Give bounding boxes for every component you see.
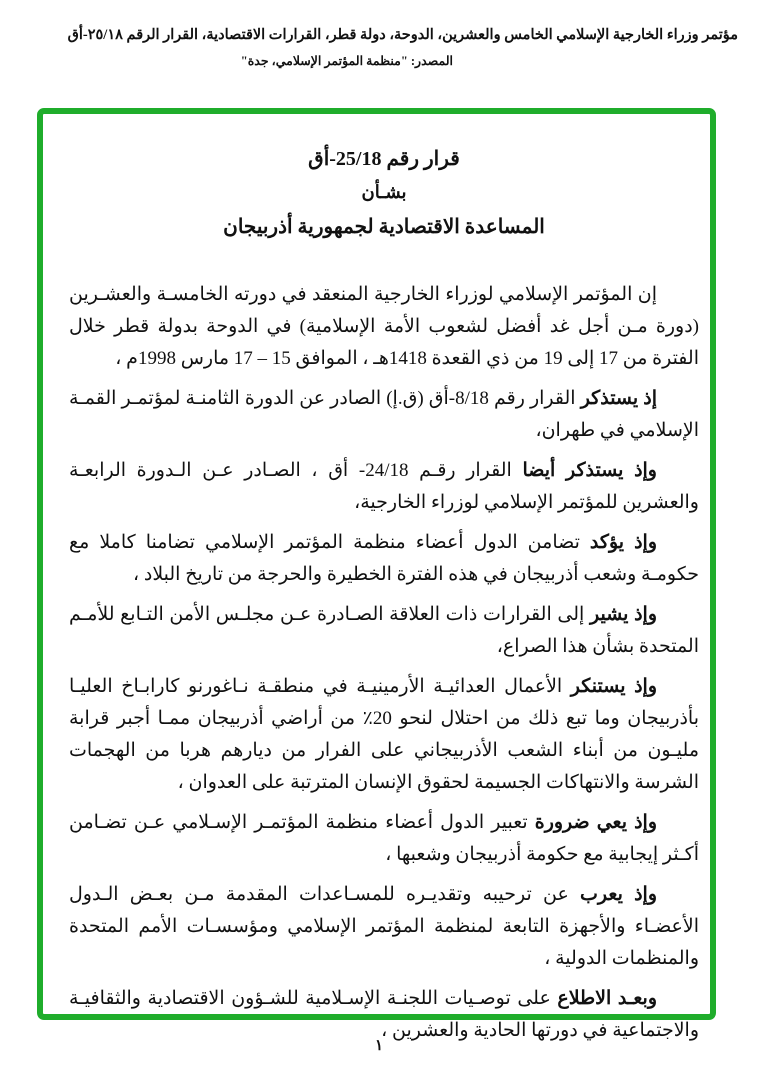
paragraph-lead: وإذ يشير [589, 604, 658, 625]
paragraph-text: إن المؤتمر الإسلامي لوزراء الخارجية المنعقد في دورته الخامسـة والعشـرين (دورة مـن أجل غد أفضل لشعوب الأمة الإسلامية) في الدوحة بدولة قطر خلال الفترة من 17 إلى 19 من ذي القعدة 1418هـ ، الموافق 15 – 17 مارس 1998م ، [69, 284, 699, 369]
header-source-line: المصدر: "منظمة المؤتمر الإسلامي، جدة" [240, 54, 453, 68]
paragraph-preamble [69, 279, 699, 375]
paragraph-expressing [69, 879, 699, 975]
paragraph-recalling-also [69, 455, 699, 519]
paragraph-lead: وبعـد الاطلاع [557, 988, 657, 1009]
paragraph-affirming [69, 527, 699, 591]
paragraph-text: عن ترحيبه وتقديـره للمسـاعدات المقدمة مـن بعـض الـدول الأعضـاء والأجهزة التابعة لمنظمة المؤتمر الإسلامي ومؤسسـات الأمم المتحدة والمنظمات الدولية ، [69, 884, 699, 969]
paragraph-text: القرار رقم 8/18-أق (ق.إ) الصادر عن الدورة الثامنـة لمؤتمـر القمـة الإسلامي في طهران، [69, 388, 699, 441]
paragraph-lead: وإذ يستذكر أيضا [522, 460, 657, 481]
paragraph-text: تعبير الدول أعضاء منظمة المؤتمـر الإسـلامي عـن تضـامن أكـثر إيجابية مع حكومة أذربيجان وشعبها ، [69, 812, 699, 865]
green-border-frame [37, 108, 716, 1041]
paragraph-referring [69, 599, 699, 663]
paragraph-condemning [69, 671, 699, 799]
document-header [20, 27, 738, 69]
resolution-subject-title: المساعدة الاقتصادية لجمهورية أذربيجان [223, 216, 545, 238]
paragraph-text: الأعمال العدائيـة الأرمينيـة في منطقـة نـاغورنو كارابـاخ العليـا بأذربيجان وما تبع ذلك من احتلال لنحو 20٪ من أراضي أذربيجان ممـا أجبر قرابة مليـون من أبناء الشعب الأذربيجاني على الفرار من ديارهم هربا من الهجمات الشرسة والانتهاكات الجسيمة لحقوق الإنسان المترتبة على العدوان ، [69, 676, 700, 793]
paragraph-aware [69, 807, 699, 871]
frame-content [43, 114, 710, 1047]
paragraph-text: القرار رقـم 24/18- أق ، الصـادر عـن الـدورة الرابعـة والعشرين للمؤتمر الإسلامي لوزراء الخارجية، [69, 460, 699, 513]
resolution-number-title: قرار رقم 25/18-أق [308, 148, 460, 170]
resolution-body [69, 279, 699, 1047]
paragraph-lead: وإذ يعي ضرورة [534, 812, 657, 833]
resolution-title-block [69, 146, 699, 239]
paragraph-text: على توصـيات اللجنـة الإسـلامية للشـؤون الاقتصادية والثقافيـة والاجتماعية في دورتها الحادية والعشرين ، [69, 988, 699, 1041]
paragraph-lead: وإذ يستنكر [570, 676, 657, 697]
resolution-regarding-title: بشـأن [361, 182, 407, 202]
paragraph-recalling [69, 383, 699, 447]
page-number: ١ [374, 1038, 384, 1054]
paragraph-lead: وإذ يعرب [580, 884, 658, 905]
paragraph-text: إلى القرارات ذات العلاقة الصـادرة عـن مجلـس الأمن التـابع للأمـم المتحدة بشأن هذا الصراع، [69, 604, 699, 657]
paragraph-text: تضامن الدول أعضاء منظمة المؤتمر الإسلامي تضامنا كاملا مع حكومـة وشعب أذربيجان في هذه الفترة الخطيرة والحرجة من تاريخ البلاد ، [69, 532, 699, 585]
paragraph-lead: إذ يستذكر [580, 388, 657, 409]
header-conference-line: مؤتمر وزراء الخارجية الإسلامي الخامس والعشرين، الدوحة، دولة قطر، القرارات الاقتصادية، القرار الرقم ٢٥/١٨-أق [67, 27, 738, 43]
paragraph-lead: وإذ يؤكد [589, 532, 657, 553]
